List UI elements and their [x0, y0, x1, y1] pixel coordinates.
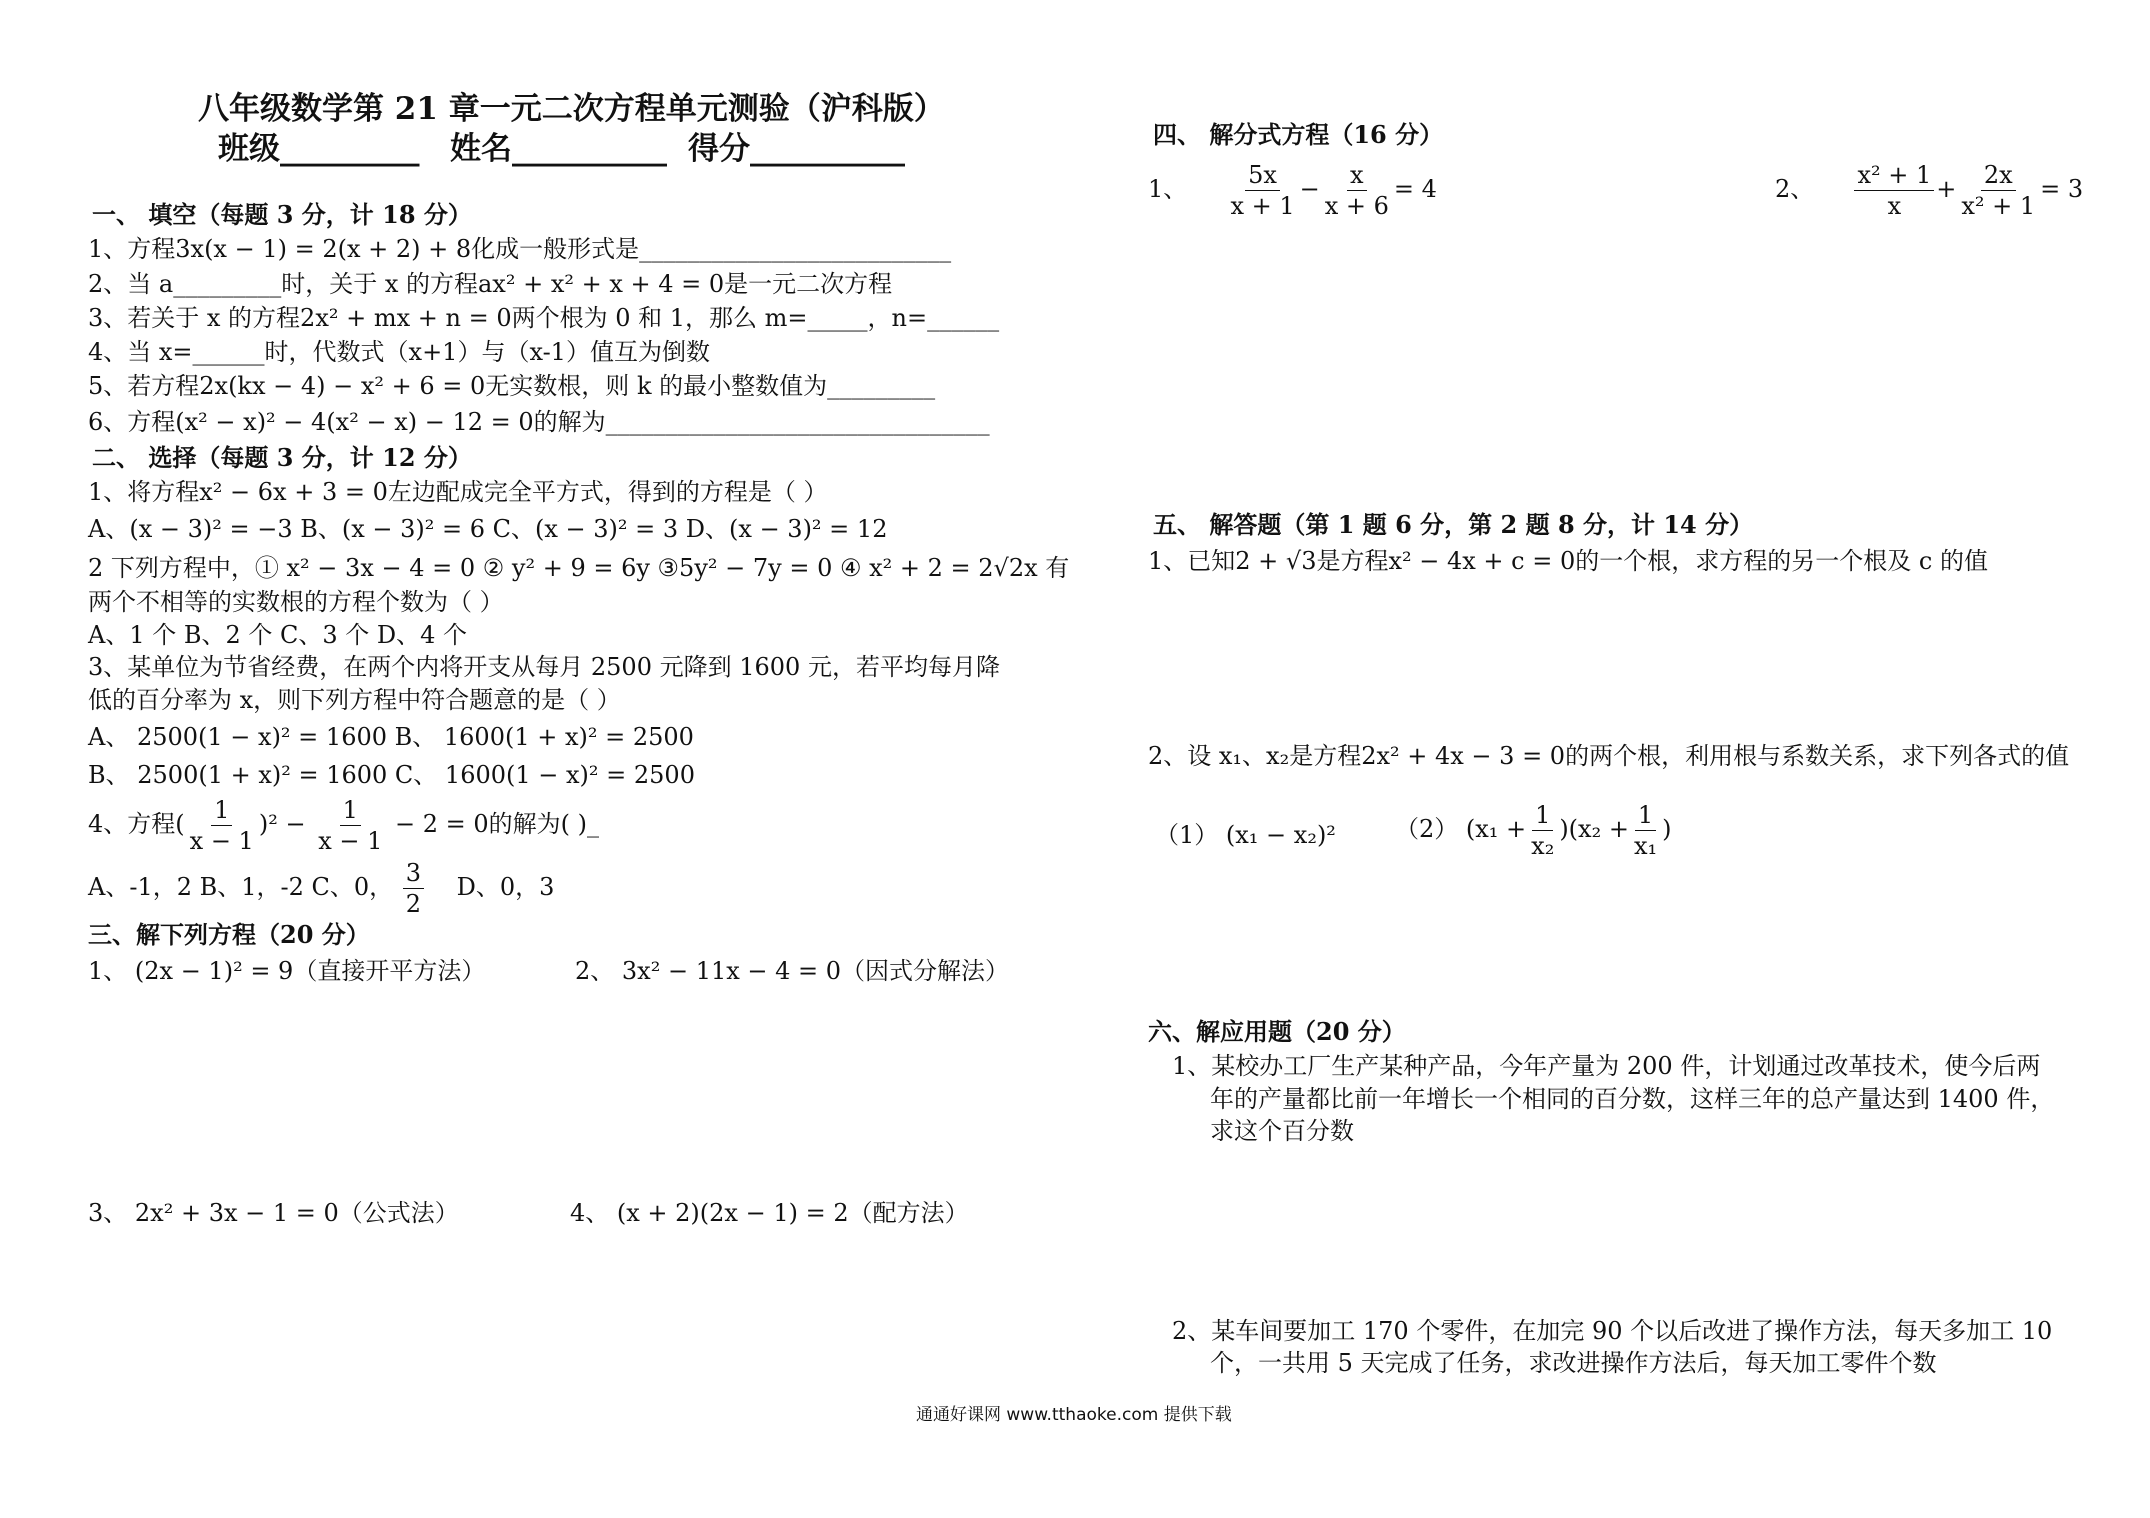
s2-q4-fraction-1 [187, 795, 257, 856]
fraction-numerator: 3 [403, 858, 424, 889]
s5-q2-part2-suffix: ) [1662, 815, 1672, 843]
s2-q4-options-prefix: A、-1，2 B、1，-2 C、0， [88, 873, 394, 901]
score-field: 得分__________ [688, 131, 905, 167]
s4-q1-fraction-1 [1227, 160, 1297, 221]
s5-question-2-part-2 [1395, 800, 1671, 861]
s4-q2-label: 2、 [1775, 175, 1815, 203]
s2-question-2-options: A、1 个 B、2 个 C、3 个 D、4 个 [88, 621, 468, 649]
s3-question-3: 3、 2x² + 3x − 1 = 0（公式法） [88, 1199, 459, 1227]
section-2-heading: 二、 选择（每题 3 分，计 12 分） [92, 443, 472, 472]
s4-q2-fraction-1 [1854, 160, 1934, 221]
fraction-denominator: x² + 1 [1961, 192, 2036, 220]
fraction-numerator: x [1347, 160, 1367, 191]
s2-question-2-line-1: 2 下列方程中，① x² − 3x − 4 = 0 ② y² + 9 = 6y ③5y² − 7y = 0 ④ x² + 2 = 2√2x 有 [88, 554, 1070, 582]
s2-q4-options-suffix: D、0，3 [456, 873, 555, 901]
s2-q4-option-fraction [403, 858, 424, 919]
section-6-heading: 六、解应用题（20 分） [1148, 1017, 1406, 1046]
fraction-numerator: 5x [1245, 160, 1280, 191]
fraction-denominator: x₁ [1633, 832, 1658, 860]
s2-question-2-line-2: 两个不相等的实数根的方程个数为（ ） [88, 588, 504, 616]
s4-q1-fraction-2 [1322, 160, 1392, 221]
s4-q1-label: 1、 [1148, 175, 1188, 203]
fraction-denominator: x + 6 [1324, 192, 1389, 220]
section-3-heading: 三、解下列方程（20 分） [88, 920, 370, 949]
s2-question-3-line-1: 3、某单位为节省经费，在两个内将开支从每月 2500 元降到 1600 元，若平均每月降 [88, 653, 1000, 681]
s2-question-3-options-1: A、 2500(1 − x)² = 1600 B、 1600(1 + x)² = 2500 [88, 723, 694, 751]
s2-question-4-options [88, 858, 554, 919]
fraction-denominator: x₂ [1531, 832, 1555, 860]
s5-q2-fraction-1 [1528, 800, 1557, 861]
s6-question-2-line-1: 2、某车间要加工 170 个零件，在加完 90 个以后改进了操作方法，每天多加工 10 [1172, 1317, 2053, 1345]
class-field: 班级_________ [218, 131, 420, 167]
s2-q4-fraction-2 [315, 795, 385, 856]
s2-question-3-options-2: B、 2500(1 + x)² = 1600 C、 1600(1 − x)² = 2500 [88, 761, 695, 789]
page-footer: 通通好课网 www.tthaoke.com 提供下载 [916, 1405, 1232, 1425]
section-4-heading: 四、 解分式方程（16 分） [1153, 120, 1444, 149]
s5-q2-part2-mid: )(x₂ + [1559, 815, 1629, 843]
fraction-numerator: 1 [1532, 800, 1553, 831]
s1-question-6: 6、方程(x² − x)² − 4(x² − x) − 12 = 0的解为________________________________ [88, 408, 990, 436]
s4-q1-rhs: = 4 [1393, 175, 1437, 203]
s2-question-3-line-2: 低的百分率为 x，则下列方程中符合题意的是（ ） [88, 686, 621, 714]
s2-q4-prefix: 4、方程 [88, 810, 176, 838]
fraction-denominator: x + 1 [1230, 192, 1295, 220]
s2-question-4: 4、方程( $\frac{1}{x - 1}$ )² − $\frac{1}{x - 1}$ − 2 = 0的解为( )_ [88, 796, 599, 855]
s1-question-5: 5、若方程2x(kx − 4) − x² + 6 = 0无实数根，则 k 的最小整数值为_________ [88, 372, 936, 400]
s6-question-1-line-1: 1、某校办工厂生产某种产品，今年产量为 200 件，计划通过改革技术，使今后两 [1172, 1052, 2041, 1080]
fraction-denominator: 2 [405, 890, 422, 918]
s5-question-1: 1、已知2 + √3是方程x² − 4x + c = 0的一个根，求方程的另一个根及 c 的值 [1148, 547, 1988, 575]
s2-q4-suffix: − 2 = 0的解为( )_ [395, 810, 599, 838]
s6-question-1-line-3: 求这个百分数 [1210, 1117, 1354, 1145]
s3-question-1: 1、 (2x − 1)² = 9（直接开平方法） [88, 957, 486, 985]
fraction-numerator: 1 [211, 795, 232, 826]
s4-q2-rhs: = 3 [2040, 175, 2084, 203]
s4-question-2: 2、 $\frac{\text{x² + 1}}{x}$ + $\frac{2x}{\text{x² + 1}}$ = 3 [1775, 161, 2084, 220]
fraction-numerator: 2x [1981, 160, 2016, 191]
s1-question-2: 2、当 a_________时，关于 x 的方程ax² + x² + x + 4 = 0是一元二次方程 [88, 270, 893, 298]
s1-question-4: 4、当 x=______时，代数式（x+1）与（x-1）值互为倒数 [88, 338, 710, 366]
s2-question-1-options: A、(x − 3)² = −3 B、(x − 3)² = 6 C、(x − 3)² = 3 D、(x − 3)² = 12 [88, 515, 888, 543]
s6-question-2-line-2: 个，一共用 5 天完成了任务，求改进操作方法后，每天加工零件个数 [1210, 1349, 1937, 1377]
section-5-heading: 五、 解答题（第 1 题 6 分，第 2 题 8 分，计 14 分） [1153, 510, 1754, 539]
fraction-denominator: x − 1 [318, 827, 383, 855]
fraction-denominator: x − 1 [189, 827, 254, 855]
s5-question-2-part-1: （1） (x₁ − x₂)² [1155, 821, 1336, 849]
fraction-denominator: x [1887, 192, 1902, 220]
fraction-numerator: x² + 1 [1854, 160, 1934, 191]
section-1-heading: 一、 填空（每题 3 分，计 18 分） [92, 200, 472, 229]
name-field: 姓名__________ [450, 131, 667, 167]
s6-question-1-line-2: 年的产量都比前一年增长一个相同的百分数，这样三年的总产量达到 1400 件， [1210, 1085, 2055, 1113]
s4-q2-fraction-2 [1958, 160, 2038, 221]
s4-question-1: 1、 $\frac{5x}{x + 1}$ − $\frac{x}{x + 6}$ = 4 [1148, 161, 1437, 220]
s1-question-3: 3、若关于 x 的方程2x² + mx + n = 0两个根为 0 和 1，那么 m=_____，n=______ [88, 304, 1000, 332]
s5-question-2: 2、设 x₁、x₂是方程2x² + 4x − 3 = 0的两个根，利用根与系数关系，求下列各式的值 [1148, 742, 2070, 770]
fraction-numerator: 1 [1635, 800, 1656, 831]
s2-question-1: 1、将方程x² − 6x + 3 = 0左边配成完全平方式，得到的方程是（ ） [88, 478, 828, 506]
s1-question-1: 1、方程3x(x − 1) = 2(x + 2) + 8化成一般形式是__________________________ [88, 235, 952, 263]
s3-question-2: 2、 3x² − 11x − 4 = 0（因式分解法） [575, 957, 1010, 985]
page-title: 八年级数学第 21 章一元二次方程单元测验（沪科版） [198, 91, 945, 127]
s3-question-4: 4、 (x + 2)(2x − 1) = 2（配方法） [570, 1199, 969, 1227]
s5-q2-fraction-2 [1631, 800, 1660, 861]
fraction-numerator: 1 [340, 795, 361, 826]
s5-q2-part2-prefix: （2） (x₁ + [1395, 815, 1527, 843]
